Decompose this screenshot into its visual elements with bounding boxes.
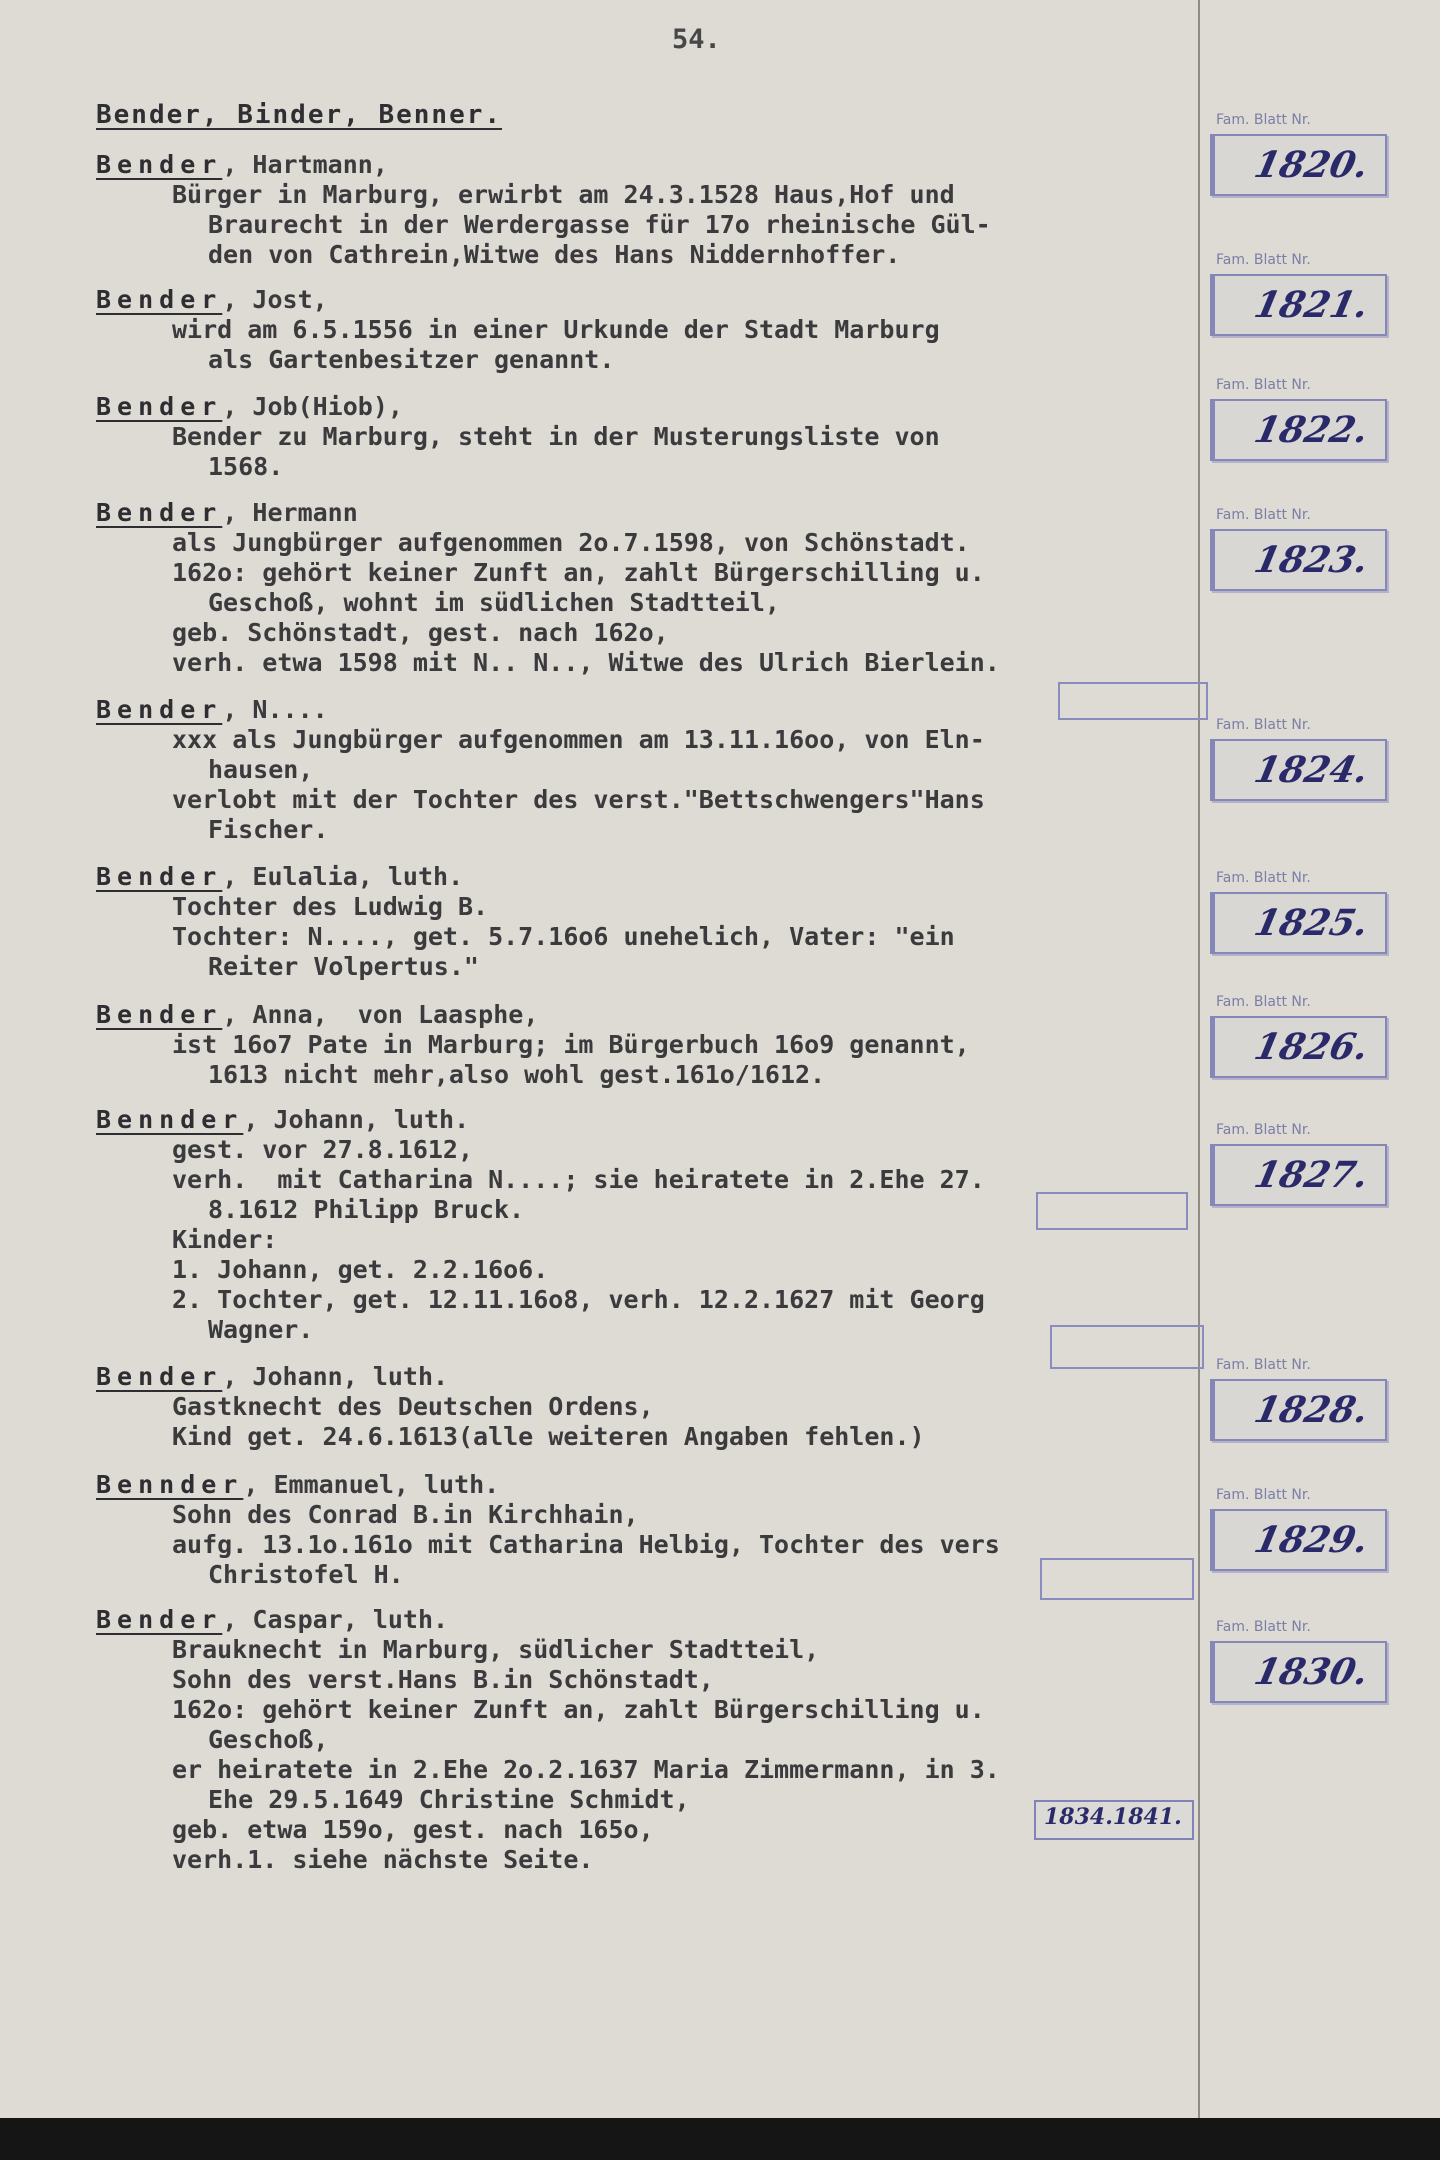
entry-surname: Bennder	[96, 1105, 244, 1134]
card-number: 1821.	[1250, 284, 1373, 326]
entry-caspar	[96, 1605, 1191, 1875]
entry-line: gest. vor 27.8.1612,	[172, 1135, 474, 1164]
entry-line: geb. etwa 159o, gest. nach 165o,	[172, 1815, 654, 1844]
entry-given-name: , Hermann	[222, 498, 358, 527]
entry-line: 1. Johann, get. 2.2.16o6.	[172, 1255, 549, 1284]
entry-job	[96, 392, 1191, 482]
entry-line: Tochter: N...., get. 5.7.16o6 unehelich, Vater: "ein	[172, 922, 955, 951]
card-number: 1822.	[1250, 409, 1373, 451]
entry-line: 1568.	[208, 452, 284, 481]
entry-line: Kind get. 24.6.1613(alle weiteren Angaben fehlen.)	[172, 1422, 925, 1451]
card-label: Fam. Blatt Nr.	[1216, 870, 1311, 886]
empty-stamp-box	[1040, 1558, 1194, 1600]
entry-line: geb. Schönstadt, gest. nach 162o,	[172, 618, 669, 647]
card-label: Fam. Blatt Nr.	[1216, 1122, 1311, 1138]
entry-given-name: , Eulalia, luth.	[222, 862, 464, 891]
entry-n	[96, 695, 1191, 845]
card-number: 1828.	[1250, 1389, 1373, 1431]
card-label: Fam. Blatt Nr.	[1216, 994, 1311, 1010]
entry-line: 162o: gehört keiner Zunft an, zahlt Bürgerschilling u.	[172, 558, 985, 587]
entry-given-name: , Johann, luth.	[243, 1105, 470, 1134]
entry-line: 1613 nicht mehr,also wohl gest.161o/1612.	[208, 1060, 826, 1089]
entry-line: xxx als Jungbürger aufgenommen am 13.11.16oo, von Eln-	[172, 725, 985, 754]
family-sheet-column	[1200, 0, 1440, 2118]
entry-line: 8.1612 Philipp Bruck.	[208, 1195, 525, 1224]
empty-stamp-box	[1058, 682, 1208, 720]
page-number: 54.	[672, 24, 721, 55]
entry-line: hausen,	[208, 755, 314, 784]
card-label: Fam. Blatt Nr.	[1216, 717, 1311, 733]
entry-line: aufg. 13.1o.161o mit Catharina Helbig, Tochter des vers	[172, 1530, 1000, 1559]
entry-line: Kinder:	[172, 1225, 278, 1254]
entry-surname: Bender	[96, 695, 223, 724]
entry-line: verh. mit Catharina N....; sie heiratete in 2.Ehe 27.	[172, 1165, 985, 1194]
card-label: Fam. Blatt Nr.	[1216, 1487, 1311, 1503]
entry-line: Geschoß, wohnt im südlichen Stadtteil,	[208, 588, 780, 617]
family-sheet-card	[1210, 375, 1390, 495]
card-label: Fam. Blatt Nr.	[1216, 1619, 1311, 1635]
entry-jost	[96, 285, 1191, 375]
entry-line: Brauknecht in Marburg, südlicher Stadtteil,	[172, 1635, 820, 1664]
card-number: 1823.	[1250, 539, 1373, 581]
entry-emmanuel	[96, 1470, 1191, 1590]
entry-line: Christofel H.	[208, 1560, 404, 1589]
entry-line: als Gartenbesitzer genannt.	[208, 345, 615, 374]
card-label: Fam. Blatt Nr.	[1216, 507, 1311, 523]
card-number: 1827.	[1250, 1154, 1373, 1196]
family-sheet-tag-number: 1834.1841.	[1044, 1804, 1182, 1830]
entry-line: Sohn des verst.Hans B.in Schönstadt,	[172, 1665, 714, 1694]
entry-line: verh.1. siehe nächste Seite.	[172, 1845, 594, 1874]
page-heading: Bender, Binder, Benner.	[96, 100, 503, 130]
card-number: 1824.	[1250, 749, 1373, 791]
card-number: 1826.	[1250, 1026, 1373, 1068]
empty-stamp-box	[1036, 1192, 1188, 1230]
entry-line: Sohn des Conrad B.in Kirchhain,	[172, 1500, 639, 1529]
card-label: Fam. Blatt Nr.	[1216, 252, 1311, 268]
family-sheet-card	[1210, 1617, 1390, 1737]
entry-johann-1	[96, 1105, 1191, 1345]
family-sheet-card	[1210, 110, 1390, 230]
entry-given-name: , Jost,	[222, 285, 328, 314]
entry-surname: Bender	[96, 150, 223, 179]
entry-surname: Bender	[96, 862, 223, 891]
entry-given-name: , Johann, luth.	[222, 1362, 449, 1391]
entry-line: Bender zu Marburg, steht in der Musterungsliste von	[172, 422, 940, 451]
entry-surname: Bender	[96, 1362, 223, 1391]
entry-hermann	[96, 498, 1191, 678]
card-number: 1830.	[1250, 1651, 1373, 1693]
entry-given-name: , Emmanuel, luth.	[243, 1470, 500, 1499]
entry-given-name: , Caspar, luth.	[222, 1605, 449, 1634]
entry-line: den von Cathrein,Witwe des Hans Niddernhoffer.	[208, 240, 901, 269]
card-label: Fam. Blatt Nr.	[1216, 377, 1311, 393]
entry-line: Fischer.	[208, 815, 329, 844]
entry-given-name: , Hartmann,	[222, 150, 388, 179]
entry-given-name: , Job(Hiob),	[222, 392, 403, 421]
entry-johann-2	[96, 1362, 1191, 1452]
family-sheet-card	[1210, 1485, 1390, 1605]
entry-given-name: , N....	[222, 695, 328, 724]
entry-hartmann	[96, 150, 1191, 270]
entry-anna	[96, 1000, 1191, 1090]
family-sheet-card	[1210, 1355, 1390, 1475]
card-number: 1829.	[1250, 1519, 1373, 1561]
entry-line: Ehe 29.5.1649 Christine Schmidt,	[208, 1785, 690, 1814]
entry-line: verlobt mit der Tochter des verst."Bettschwengers"Hans	[172, 785, 985, 814]
card-number: 1825.	[1250, 902, 1373, 944]
family-sheet-card	[1210, 715, 1390, 835]
entry-line: 2. Tochter, get. 12.11.16o8, verh. 12.2.1627 mit Georg	[172, 1285, 985, 1314]
family-sheet-card	[1210, 250, 1390, 370]
entry-surname: Bender	[96, 1000, 223, 1029]
entry-surname: Bender	[96, 498, 223, 527]
entry-eulalia	[96, 862, 1191, 982]
card-label: Fam. Blatt Nr.	[1216, 112, 1311, 128]
entry-surname: Bender	[96, 285, 223, 314]
entry-line: verh. etwa 1598 mit N.. N.., Witwe des Ulrich Bierlein.	[172, 648, 1000, 677]
family-sheet-tag	[1034, 1800, 1194, 1840]
entry-given-name: , Anna, von Laasphe,	[222, 1000, 539, 1029]
entry-line: 162o: gehört keiner Zunft an, zahlt Bürgerschilling u.	[172, 1695, 985, 1724]
entry-line: wird am 6.5.1556 in einer Urkunde der Stadt Marburg	[172, 315, 940, 344]
empty-stamp-box	[1050, 1325, 1204, 1369]
entry-line: Gastknecht des Deutschen Ordens,	[172, 1392, 654, 1421]
entry-line: Tochter des Ludwig B.	[172, 892, 489, 921]
family-sheet-card	[1210, 992, 1390, 1112]
entry-surname: Bender	[96, 1605, 223, 1634]
entry-line: ist 16o7 Pate in Marburg; im Bürgerbuch 16o9 genannt,	[172, 1030, 970, 1059]
card-label: Fam. Blatt Nr.	[1216, 1357, 1311, 1373]
family-sheet-card	[1210, 1120, 1390, 1240]
entry-line: Geschoß,	[208, 1725, 329, 1754]
family-sheet-card	[1210, 868, 1390, 988]
entry-line: Reiter Volpertus."	[208, 952, 479, 981]
entry-surname: Bender	[96, 392, 223, 421]
entry-line: Braurecht in der Werdergasse für 17o rheinische Gül-	[208, 210, 991, 239]
entry-line: Bürger in Marburg, erwirbt am 24.3.1528 Haus,Hof und	[172, 180, 955, 209]
scan-bottom-strip	[0, 2118, 1440, 2160]
entry-line: als Jungbürger aufgenommen 2o.7.1598, von Schönstadt.	[172, 528, 970, 557]
card-number: 1820.	[1250, 144, 1373, 186]
entry-surname: Bennder	[96, 1470, 244, 1499]
family-sheet-card	[1210, 505, 1390, 625]
entry-line: er heiratete in 2.Ehe 2o.2.1637 Maria Zimmermann, in 3.	[172, 1755, 1000, 1784]
entry-line: Wagner.	[208, 1315, 314, 1344]
